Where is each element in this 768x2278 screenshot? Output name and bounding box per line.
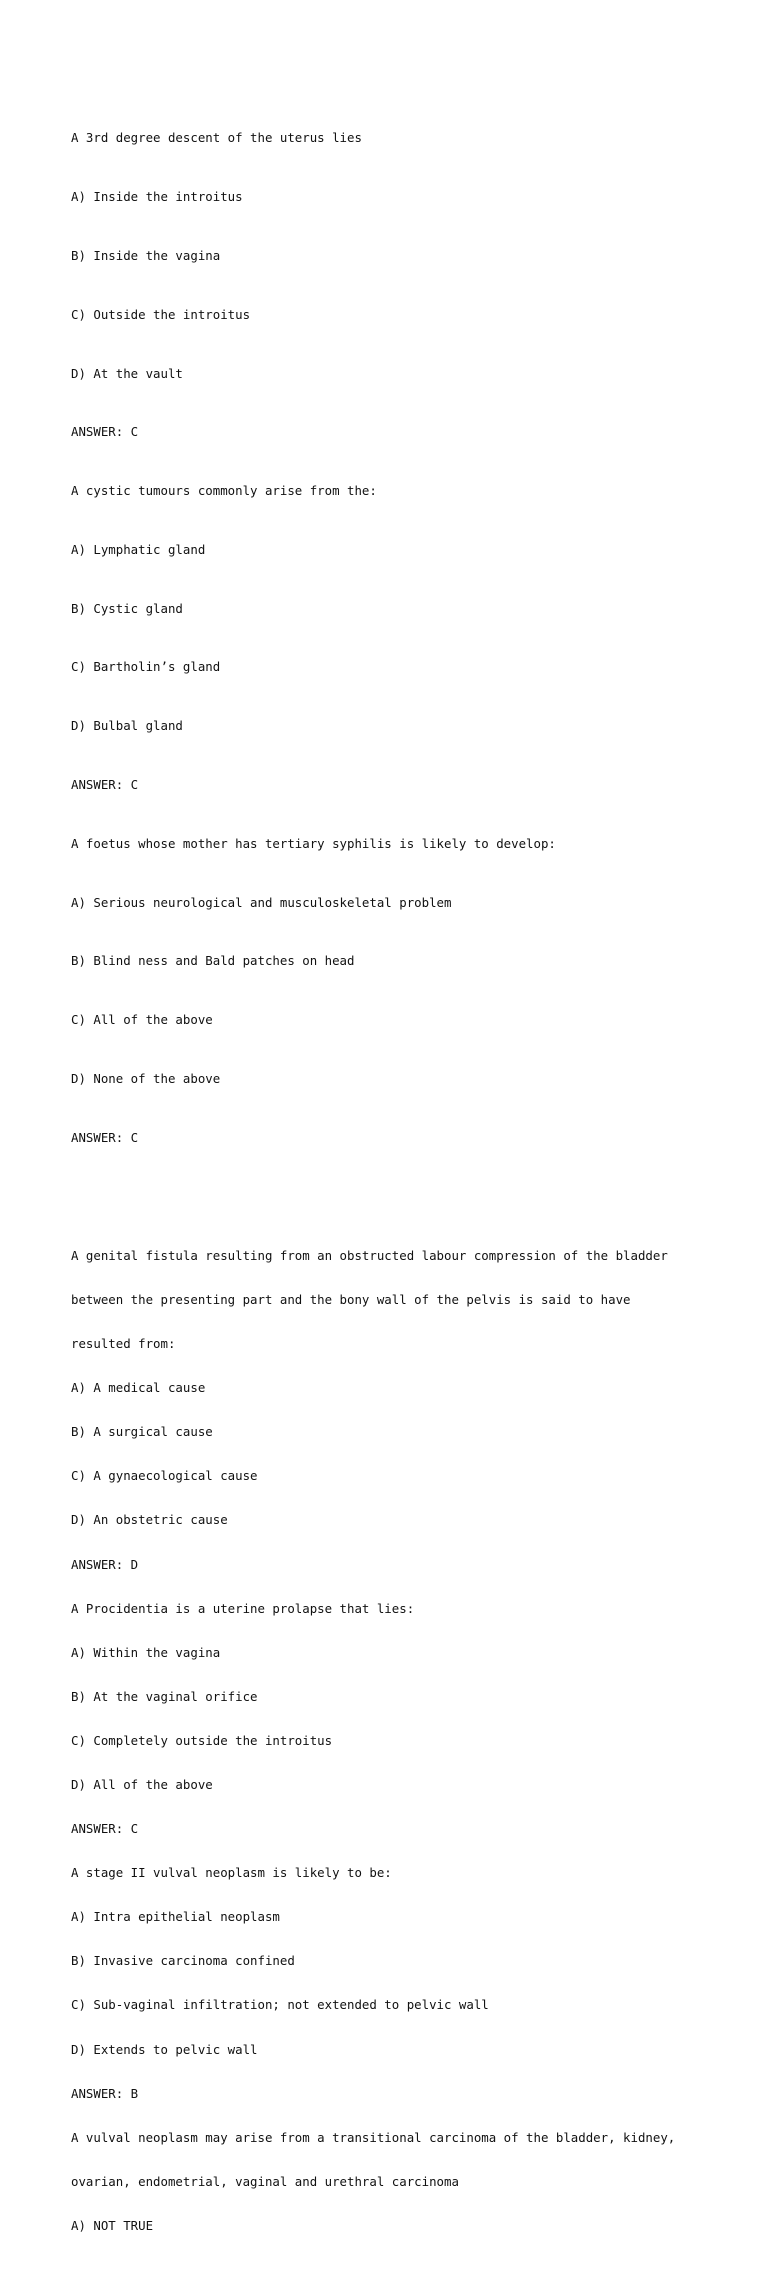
question-6-stem: A stage II vulval neoplasm is likely to be: — [71, 1865, 392, 1881]
question-6-option-d: D) Extends to pelvic wall — [71, 2041, 258, 2057]
dense-question-block — [71, 1219, 711, 2263]
question-2-option-b: B) Cystic gland — [71, 600, 183, 616]
question-6-option-c: C) Sub-vaginal infiltration; not extended to pelvic wall — [71, 1997, 489, 2013]
question-7-option-a: A) NOT TRUE — [71, 2217, 154, 2233]
question-2-option-d: D) Bulbal gland — [71, 718, 183, 734]
question-5-option-b: B) At the vaginal orifice — [71, 1688, 258, 1704]
question-4-stem-line-1: A genital fistula resulting from an obstructed labour compression of the bladder — [71, 1247, 668, 1263]
question-1-option-c: C) Outside the introitus — [71, 306, 251, 322]
question-4-option-a: A) A medical cause — [71, 1380, 206, 1396]
question-2-option-a: A) Lymphatic gland — [71, 541, 206, 557]
document-text — [71, 72, 711, 2278]
question-5-option-a: A) Within the vagina — [71, 1644, 221, 1660]
spaced-question-block — [71, 102, 711, 1189]
question-1-answer: ANSWER: C — [71, 424, 139, 440]
question-2-option-c: C) Bartholin’s gland — [71, 659, 221, 675]
question-5-option-d: D) All of the above — [71, 1777, 213, 1792]
question-3-option-c: C) All of the above — [71, 1012, 213, 1028]
question-1-stem: A 3rd degree descent of the uterus lies — [71, 130, 362, 146]
question-4-stem-line-2: between the presenting part and the bony wall of the pelvis is said to have — [71, 1291, 631, 1307]
question-2-stem: A cystic tumours commonly arise from the: — [71, 483, 377, 499]
question-6-option-a: A) Intra epithelial neoplasm — [71, 1909, 280, 1925]
question-7-stem-line-2: ovarian, endometrial, vaginal and urethral carcinoma — [71, 2173, 459, 2189]
question-3-option-d: D) None of the above — [71, 1070, 221, 1086]
question-7-stem-line-1: A vulval neoplasm may arise from a transitional carcinoma of the bladder, kidney, — [71, 2129, 676, 2145]
question-6-option-b: B) Invasive carcinoma confined — [71, 1953, 295, 1969]
question-4-option-b: B) A surgical cause — [71, 1424, 213, 1440]
question-1-option-a: A) Inside the introitus — [71, 189, 243, 205]
question-5-answer: ANSWER: C — [71, 1821, 139, 1837]
question-1-option-b: B) Inside the vagina — [71, 247, 221, 263]
question-4-answer: ANSWER: D — [71, 1556, 139, 1572]
question-3-option-b: B) Blind ness and Bald patches on head — [71, 953, 355, 969]
question-4-option-d: D) An obstetric cause — [71, 1512, 228, 1528]
question-4-option-c: C) A gynaecological cause — [71, 1468, 258, 1484]
question-1-option-d: D) At the vault — [71, 365, 183, 381]
question-3-answer: ANSWER: C — [71, 1129, 139, 1145]
question-3-option-a: A) Serious neurological and musculoskeletal problem — [71, 894, 452, 910]
question-5-stem: A Procidentia is a uterine prolapse that lies: — [71, 1600, 415, 1616]
question-2-answer: ANSWER: C — [71, 777, 139, 792]
question-6-answer: ANSWER: B — [71, 2085, 139, 2101]
question-5-option-c: C) Completely outside the introitus — [71, 1732, 333, 1748]
question-3-stem: A foetus whose mother has tertiary syphilis is likely to develop: — [71, 835, 556, 851]
question-4-stem-line-3: resulted from: — [71, 1336, 176, 1352]
